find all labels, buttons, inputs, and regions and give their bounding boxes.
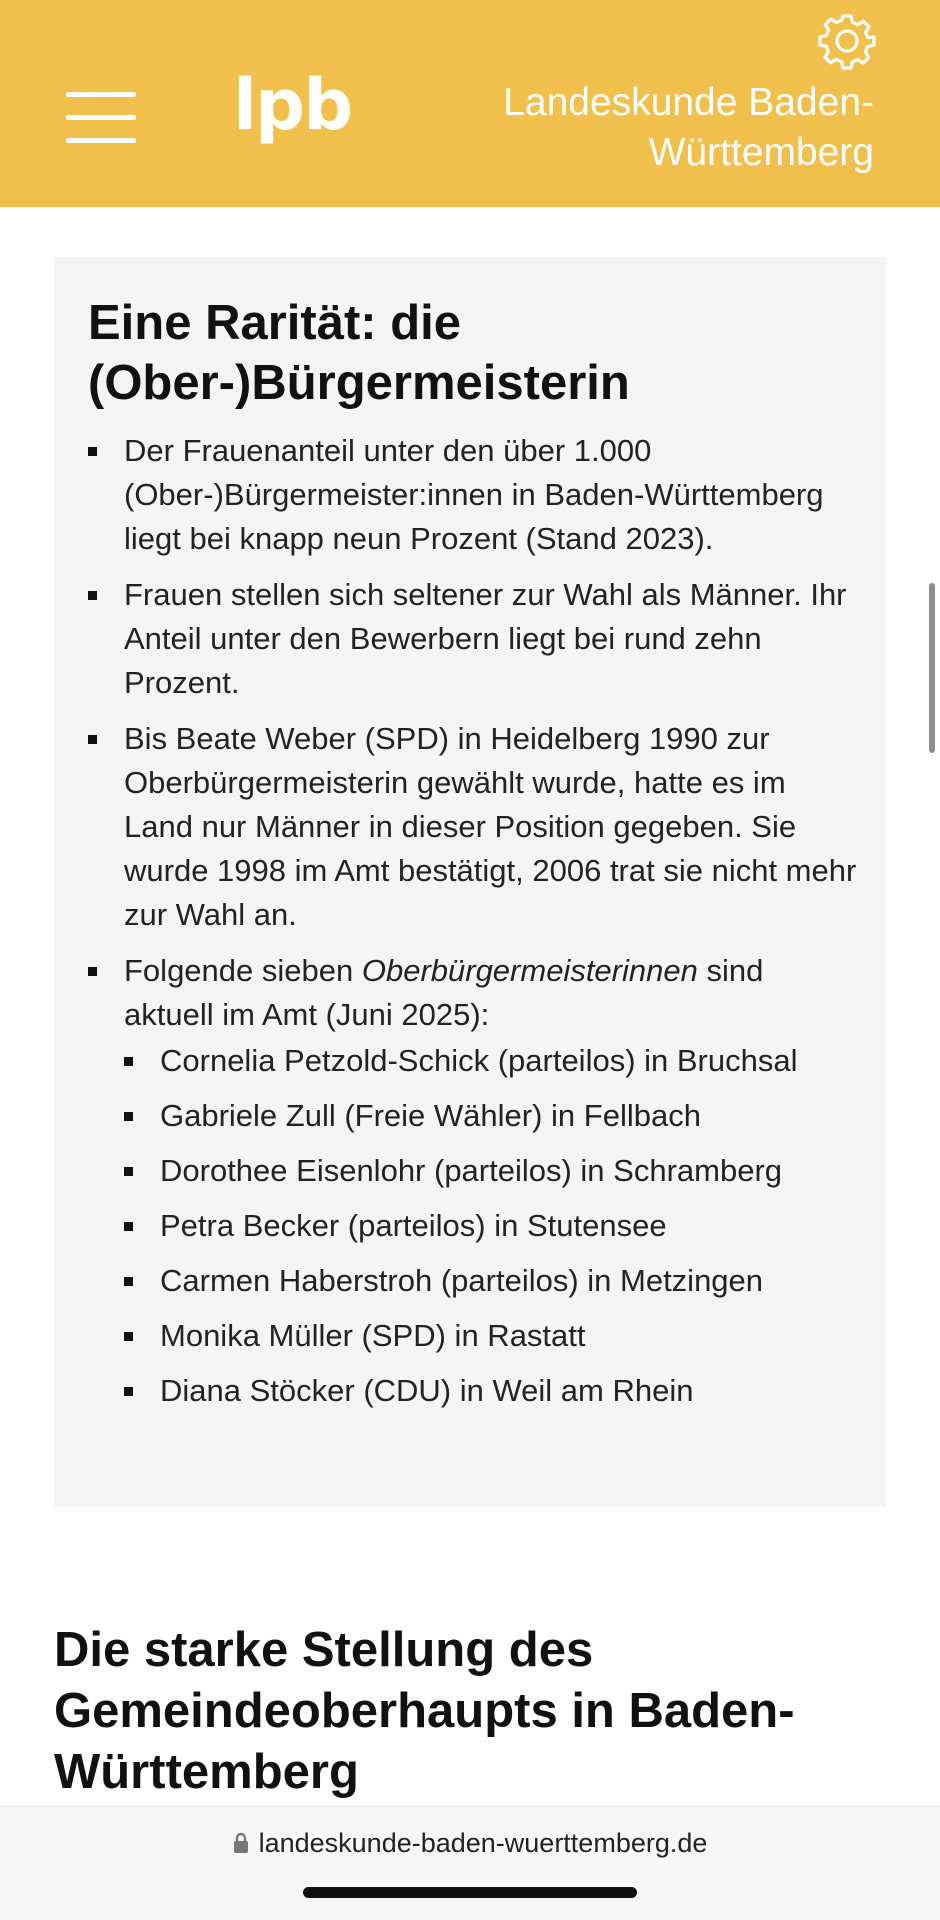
lpb-logo[interactable]: lpb	[233, 64, 352, 146]
mayor-list-item: Diana Stöcker (CDU) in Weil am Rhein	[124, 1369, 858, 1413]
mayor-list-item: Cornelia Petzold-Schick (parteilos) in Bruchsal	[124, 1039, 858, 1083]
section-heading: Die starke Stellung des Gemeindeoberhaupts in Baden-Württemberg	[54, 1623, 795, 1799]
page-scrollbar[interactable]	[929, 583, 935, 753]
site-header	[0, 0, 940, 207]
mayor-list	[124, 1039, 858, 1413]
address-bar-content[interactable]	[0, 1825, 940, 1863]
browser-address-bar[interactable]	[0, 1806, 940, 1920]
info-box-title: Eine Rarität: die (Ober-)Bürgermeisterin	[88, 296, 630, 410]
list-item: Der Frauenanteil unter den über 1.000 (Ober-)Bürgermeister:innen in Baden-Württemberg liegt bei knapp neun Prozent (Stand 2023).	[88, 429, 858, 561]
list-item-text: Folgende sieben	[124, 953, 362, 988]
mayor-list-item: Gabriele Zull (Freie Wähler) in Fellbach	[124, 1094, 858, 1138]
url-text[interactable]: landeskunde-baden-wuerttemberg.de	[258, 1828, 708, 1858]
site-title[interactable]: Landeskunde Baden-Württemberg	[503, 81, 874, 174]
info-box	[54, 257, 886, 1507]
mayor-list-item: Carmen Haberstroh (parteilos) in Metzingen	[124, 1259, 858, 1303]
list-item: Bis Beate Weber (SPD) in Heidelberg 1990 zur Oberbürgermeisterin gewählt wurde, hatte es im Land nur Männer in dieser Position gegeben. Sie wurde 1998 im Amt bestätigt, 2006 trat sie nicht mehr zur Wahl an.	[88, 717, 858, 937]
info-list	[88, 429, 858, 1425]
mayor-list-item: Dorothee Eisenlohr (parteilos) in Schramberg	[124, 1149, 858, 1193]
mayor-list-item: Petra Becker (parteilos) in Stutensee	[124, 1204, 858, 1248]
home-indicator[interactable]	[303, 1887, 637, 1898]
list-item: Frauen stellen sich seltener zur Wahl als Männer. Ihr Anteil unter den Bewerbern liegt bei rund zehn Prozent.	[88, 573, 858, 705]
hamburger-menu-icon[interactable]	[66, 92, 136, 144]
list-item-text: sind aktuell im Amt (Juni 2025):	[124, 953, 764, 1032]
gear-icon[interactable]	[818, 12, 876, 70]
list-item-emphasis: Oberbürgermeisterinnen	[361, 953, 698, 988]
lock-icon	[233, 1827, 249, 1863]
mayor-list-item: Monika Müller (SPD) in Rastatt	[124, 1314, 858, 1358]
list-item	[88, 949, 858, 1413]
